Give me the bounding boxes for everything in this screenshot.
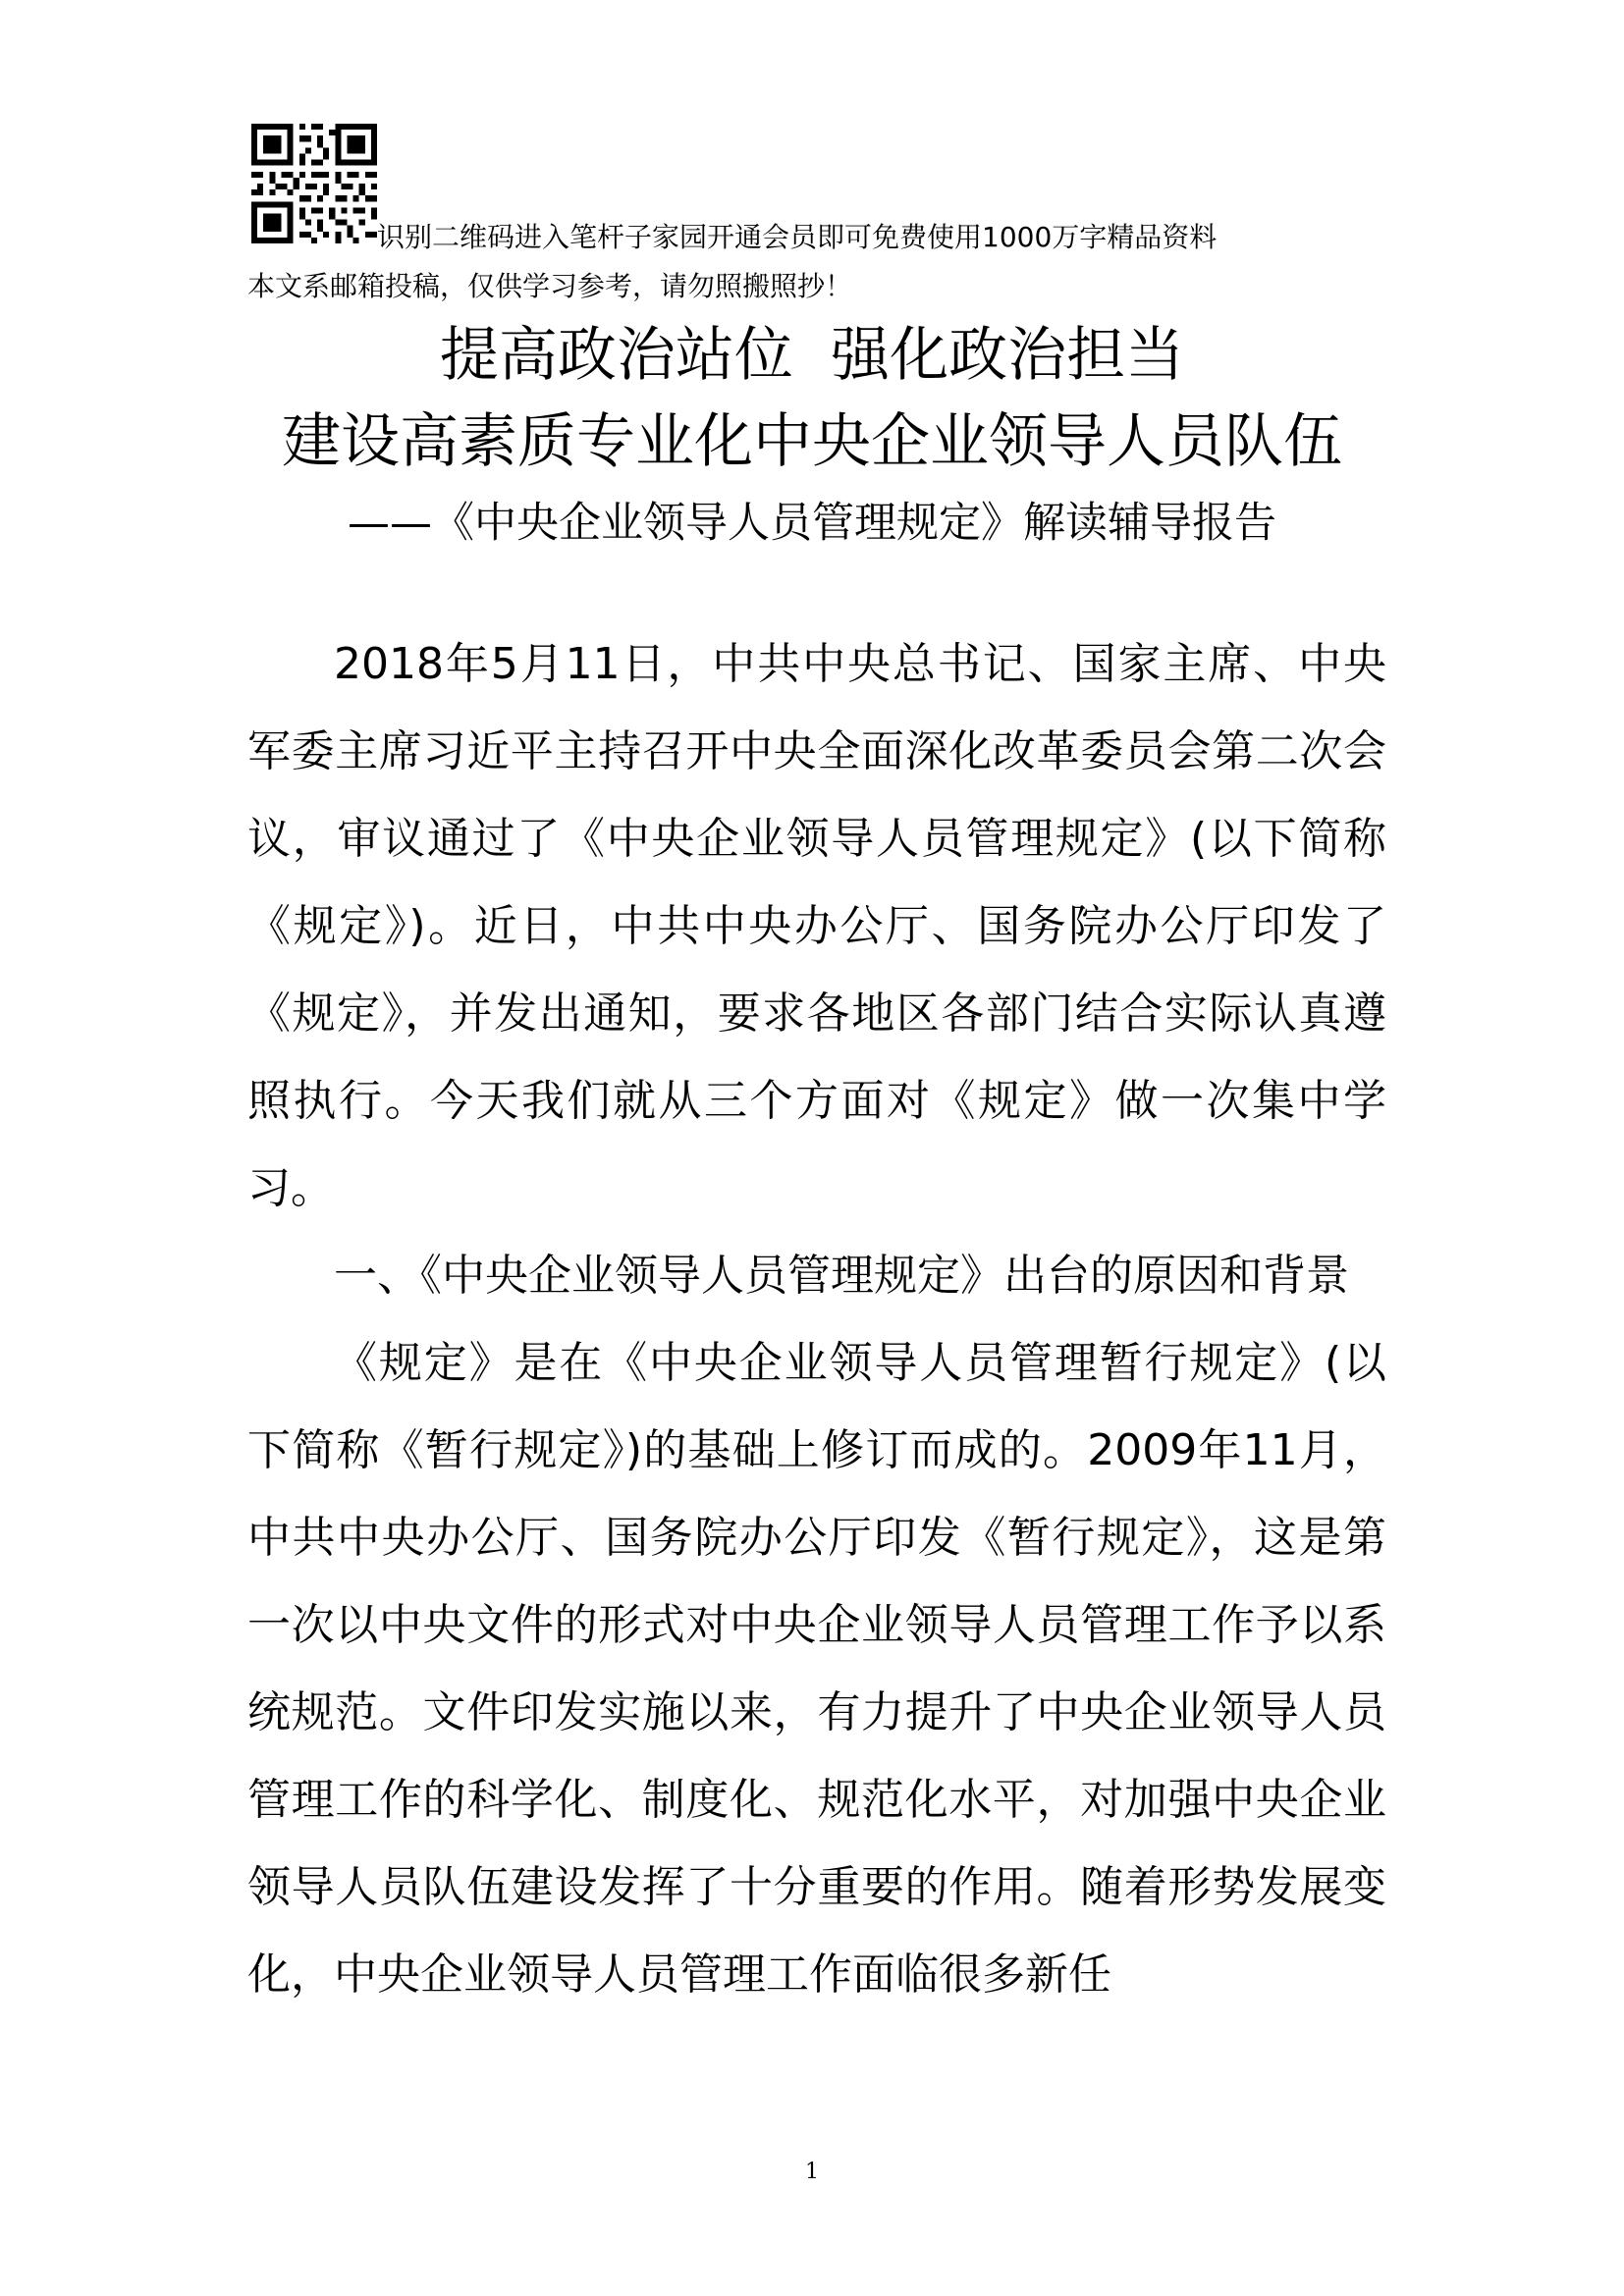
section-heading: 一、《中央企业领导人员管理规定》出台的原因和背景	[334, 1251, 1349, 1301]
document-title-line-2: 建设高素质专业化中央企业领导人员队伍	[282, 407, 1342, 476]
document-body	[247, 620, 1386, 2018]
document-title-line-1: 提高政治站位 强化政治担当	[439, 321, 1185, 390]
submission-notice: 本文系邮箱投稿，仅供学习参考，请勿照搬照抄！	[247, 270, 853, 302]
qr-code-icon	[251, 124, 377, 243]
qr-promo-text: 识别二维码进入笔杆子家园开通会员即可免费使用1000万字精品资料	[377, 221, 1218, 253]
document-subtitle: ——《中央企业领导人员管理规定》解读辅导报告	[348, 499, 1276, 548]
body-paragraph: 2018年5月11日，中共中央总书记、国家主席、中央军委主席习近平主持召开中央全面深化改革委员会第二次会议，审议通过了《中央企业领导人员管理规定》(以下简称《规定》)。近日，中共中央办公厅、国务院办公厅印发了《规定》，并发出通知，要求各地区各部门结合实际认真遵照执行。今天我们就从三个方面对《规定》做一次集中学习。	[247, 639, 1386, 1213]
body-paragraph: 《规定》是在《中央企业领导人员管理暂行规定》(以下简称《暂行规定》)的基础上修订而成的。2009年11月，中共中央办公厅、国务院办公厅印发《暂行规定》，这是第一次以中央文件的形式对中央企业领导人员管理工作予以系统规范。文件印发实施以来，有力提升了中央企业领导人员管理工作的科学化、制度化、规范化水平，对加强中央企业领导人员队伍建设发挥了十分重要的作用。随着形势发展变化，中央企业领导人员管理工作面临很多新任	[247, 1338, 1386, 2000]
page-number: 1	[805, 2160, 819, 2184]
